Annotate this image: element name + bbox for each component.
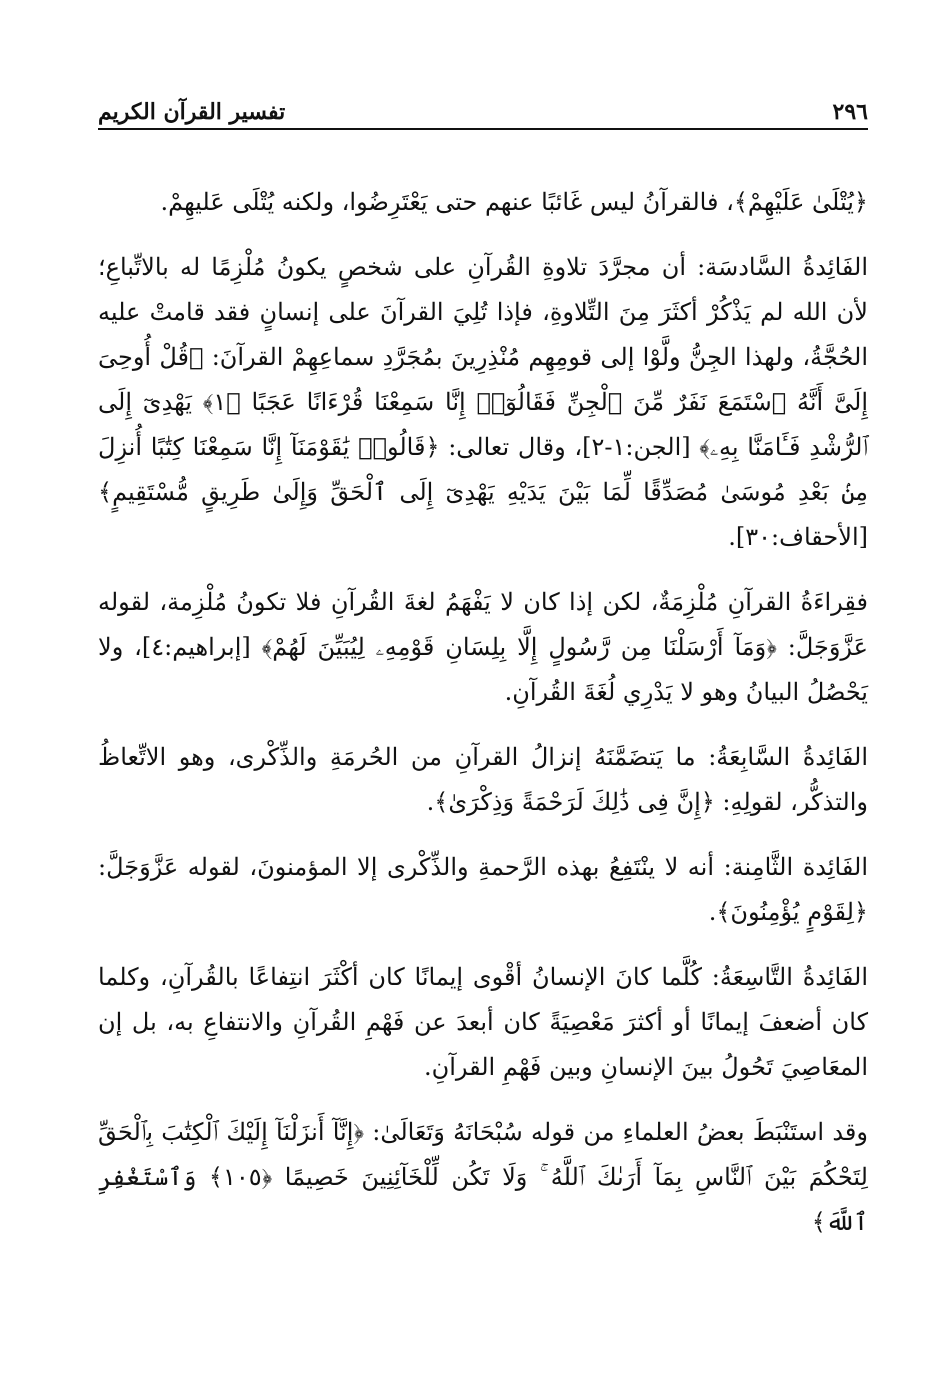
page-body [98,180,868,1265]
paragraph: الفَائِدةُ السَّابِعَةُ: ما يَتضَمَّنَهُ إنزالُ القرآنِ من الحُرمَةِ والذِّكْرى، وهو الاتِّعاظُ والتذكُّر، لقولِهِ: ﴿إِنَّ فِى ذَٰلِكَ لَرَحْمَةً وَذِكْرَىٰ﴾. [98,743,869,816]
paragraph: الفَائِدة الثَّامِنة: أنه لا ينْتَفِعُ بهذه الرَّحمةِ والذِّكْرى إلا المؤمنونَ، لقوله عَزَّوَجَلَّ: ﴿لِقَوْمٍ يُؤْمِنُونَ﴾. [98,853,868,926]
paragraph: وقد استَنْبَطَ بعضُ العلماءِ من قوله سُبْحَانَهُ وَتَعَالَىٰ: ﴿إِنَّآ أَنزَلْنَآ إِلَيْكَ ٱلْكِتَٰبَ بِٱلْحَقِّ لِتَحْكُمَ بَيْنَ ٱلنَّاسِ بِمَآ أَرَىٰكَ ٱللَّهُ ۚ وَلَا تَكُن لِّلْخَآئِنِينَ خَصِيمًا ﴿١٠٥﴾ وَٱسْتَغْفِرِ ٱللَّهَ﴾ [98,1118,868,1236]
running-title: تفسير القرآن الكريم [98,99,286,125]
paragraph: الفَائِدةُ التَّاسِعَةُ: كُلَّما كانَ الإنسانُ أقْوى إيمانًا كان أكْثَرَ انتِفاعًا بالقُرآنِ، وكلما كان أضعفَ إيمانًا أو أكثرَ مَعْصِيَةً كان أبعدَ عن فَهْمِ القُرآنِ والانتفاعِ به، بل إن المعَاصِيَ تَحُولُ بينَ الإنسانِ وبين فَهْمِ القرآنِ. [98,963,868,1081]
header-rule [98,128,868,130]
page-header [98,96,868,126]
paragraph: ﴿يُتْلَىٰ عَلَيْهِمْ﴾، فالقرآنُ ليس غَائبًا عنهم حتى يَعْتَرِضُوا، ولكنه يُتْلَى عَليهِمْ. [160,188,868,216]
paragraph: فقِراءَةُ القرآنِ مُلْزِمَةٌ، لكن إذا كان لا يَفْهَمُ لغةَ القُرآنِ فلا تكونُ مُلْزِمة، لقوله عَزَّوَجَلَّ: ﴿وَمَآ أَرْسَلْنَا مِن رَّسُولٍ إِلَّا بِلِسَانِ قَوْمِهِۦ لِيُبَيِّنَ لَهُمْ﴾ [إبراهيم:٤]، ولا يَحْصُلُ البيانُ وهو لا يَدْرِي لُغَةَ القُرآنِ. [98,588,868,706]
page-number: ٢٩٦ [832,99,868,125]
paragraph: الفَائِدةُ السَّادسَة: أن مجرَّدَ تلاوةِ القُرآنِ على شخصٍ يكونُ مُلْزِمًا له بالاتِّباعِ؛ لأن الله لم يَذْكُرْ أكثَرَ مِنَ التِّلاوةِ، فإذا تُلِيَ القرآنَ على إنسانٍ فقد قامتْ عليه الحُجَّةُ، ولهذا الجِنُّ ولَّوْا إلى قومِهِم مُنْذِرِينَ بمُجَرَّدِ سماعِهِمْ القرآنَ: ﴿قُلْ أُوحِىَ إِلَىَّ أَنَّهُ ٱسْتَمَعَ نَفَرٌ مِّنَ ٱلْجِنِّ فَقَالُوٓا۟ إِنَّا سَمِعْنَا قُرْءَانًا عَجَبًا ﴿١﴾ يَهْدِىٓ إِلَى ٱلرُّشْدِ فَـَٔامَنَّا بِهِۦ﴾ [الجن:١-٢]، وقال تعالى: ﴿قَالُوا۟ يَٰقَوْمَنَآ إِنَّا سَمِعْنَا كِتَٰبًا أُنزِلَ مِنۢ بَعْدِ مُوسَىٰ مُصَدِّقًا لِّمَا بَيْنَ يَدَيْهِ يَهْدِىٓ إِلَى ٱلْحَقِّ وَإِلَىٰ طَرِيقٍ مُّسْتَقِيمٍ﴾ [الأحقاف:٣٠]. [98,253,868,551]
